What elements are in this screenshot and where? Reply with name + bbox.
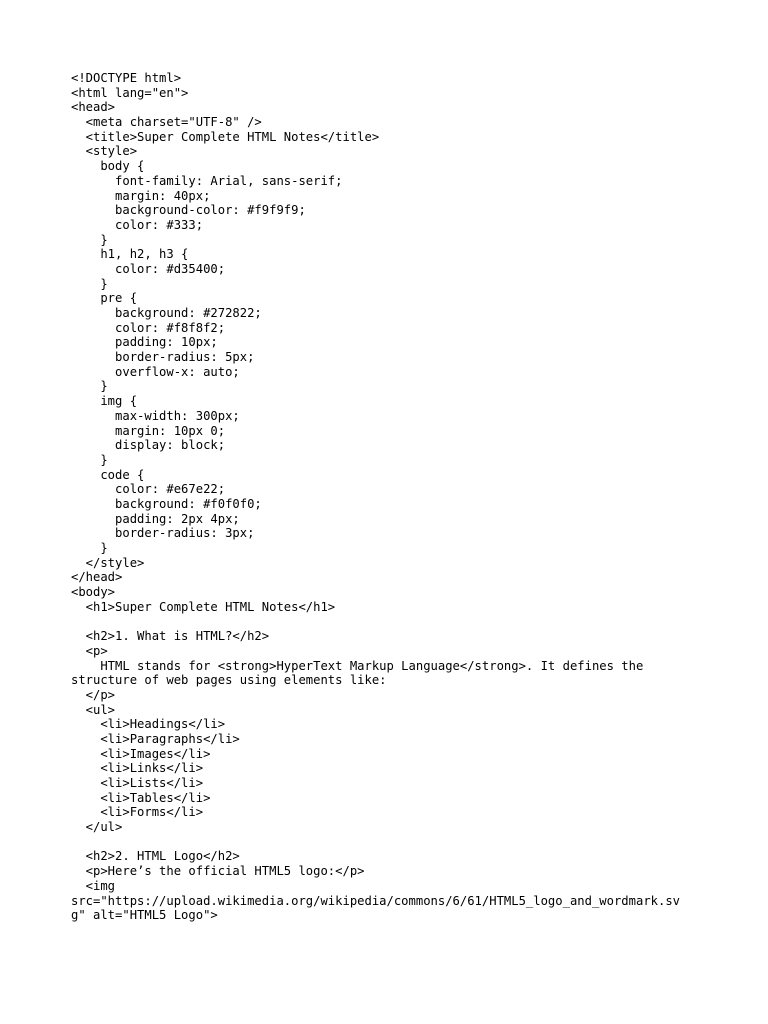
code-line: img { [71, 394, 138, 409]
code-line: <title>Super Complete HTML Notes</title> [71, 129, 380, 144]
code-line: border-radius: 3px; [71, 526, 255, 541]
code-line: <head> [71, 100, 116, 115]
code-line: </p> [71, 687, 116, 702]
code-line: <li>Links</li> [71, 761, 204, 776]
code-line: margin: 10px 0; [71, 423, 226, 438]
code-line: } [71, 541, 108, 555]
code-listing [71, 71, 711, 923]
code-line: h1, h2, h3 { [71, 247, 189, 262]
code-line: } [71, 232, 108, 247]
code-line: HTML stands for <strong>HyperText Markup Language</strong>. It defines the [71, 658, 644, 673]
code-line: } [71, 452, 108, 467]
code-line: </style> [71, 555, 145, 570]
code-line: <p>Here’s the official HTML5 logo:</p> [71, 864, 365, 879]
code-line: max-width: 300px; [71, 408, 240, 423]
code-line: src="https://upload.wikimedia.org/wikipedia/commons/6/61/HTML5_logo_and_wordmark.sv [71, 893, 681, 908]
code-line: <img [71, 878, 116, 893]
code-line: <li>Images</li> [71, 746, 211, 761]
code-line: } [71, 276, 108, 291]
code-line: display: block; [71, 438, 226, 453]
code-line: </head> [71, 570, 123, 585]
code-line: structure of web pages using elements like: [71, 673, 387, 688]
code-line: <body> [71, 585, 116, 600]
code-line: background: #272822; [71, 306, 262, 320]
code-line: } [71, 379, 108, 394]
code-line: <ul> [71, 702, 116, 717]
code-line: background: #f0f0f0; [71, 496, 262, 511]
code-line: <li>Tables</li> [71, 790, 211, 805]
code-line: color: #f8f8f2; [71, 320, 226, 335]
code-line: code { [71, 467, 145, 482]
code-line: <li>Forms</li> [71, 805, 204, 820]
code-line: <h2>2. HTML Logo</h2> [71, 849, 240, 864]
code-line: g" alt="HTML5 Logo"> [71, 908, 218, 923]
code-line: color: #333; [71, 217, 204, 232]
code-line: <li>Paragraphs</li> [71, 731, 240, 746]
code-line: <h1>Super Complete HTML Notes</h1> [71, 599, 336, 614]
code-line: color: #e67e22; [71, 482, 226, 497]
code-line: </ul> [71, 820, 123, 835]
code-line: body { [71, 159, 145, 174]
code-line: overflow-x: auto; [71, 364, 240, 379]
code-line: background-color: #f9f9f9; [71, 203, 306, 218]
code-line: <h2>1. What is HTML?</h2> [71, 629, 270, 644]
code-line [71, 835, 711, 850]
code-line: <html lang="en"> [71, 85, 189, 100]
code-line: padding: 10px; [71, 335, 218, 350]
code-line: color: #d35400; [71, 261, 226, 276]
code-line: <li>Lists</li> [71, 776, 204, 790]
code-line [71, 614, 711, 629]
code-line: margin: 40px; [71, 188, 211, 203]
code-line: pre { [71, 291, 138, 306]
code-line: <style> [71, 144, 138, 159]
code-line: border-radius: 5px; [71, 350, 255, 365]
code-line: <p> [71, 643, 108, 658]
code-line: <li>Headings</li> [71, 717, 226, 732]
code-line: padding: 2px 4px; [71, 511, 240, 526]
code-line: <!DOCTYPE html> [71, 71, 182, 85]
code-line: <meta charset="UTF-8" /> [71, 115, 262, 130]
code-line: font-family: Arial, sans-serif; [71, 173, 343, 188]
